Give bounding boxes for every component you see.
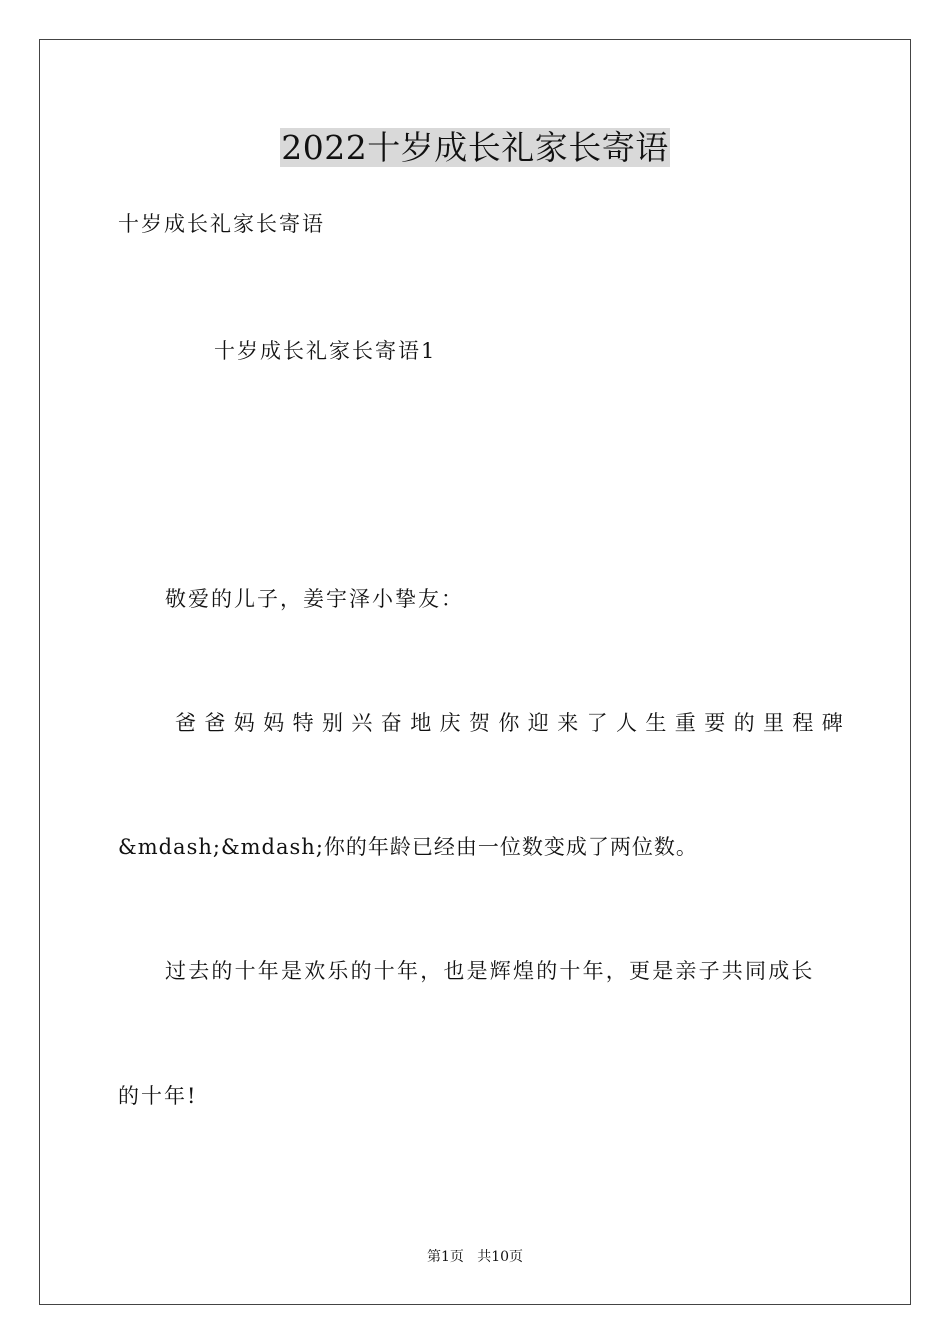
document-title (0, 128, 950, 168)
section-heading: 十岁成长礼家长寄语1 (214, 339, 437, 363)
paragraph-line: &mdash;&mdash;你的年龄已经由一位数变成了两位数。 (118, 835, 698, 859)
salutation: 敬爱的儿子，姜宇泽小挚友： (165, 587, 464, 611)
paragraph-line: 爸爸妈妈特别兴奋地庆贺你迎来了人生重要的里程碑 (175, 711, 852, 735)
document-title-text: 2022十岁成长礼家长寄语 (281, 128, 669, 167)
subtitle-line: 十岁成长礼家长寄语 (118, 212, 325, 236)
paragraph-line: 过去的十年是欢乐的十年，也是辉煌的十年，更是亲子共同成长 (165, 959, 815, 983)
paragraph-line: 的十年! (118, 1084, 198, 1108)
page-number-footer: 第1页 共10页 (426, 1249, 524, 1265)
